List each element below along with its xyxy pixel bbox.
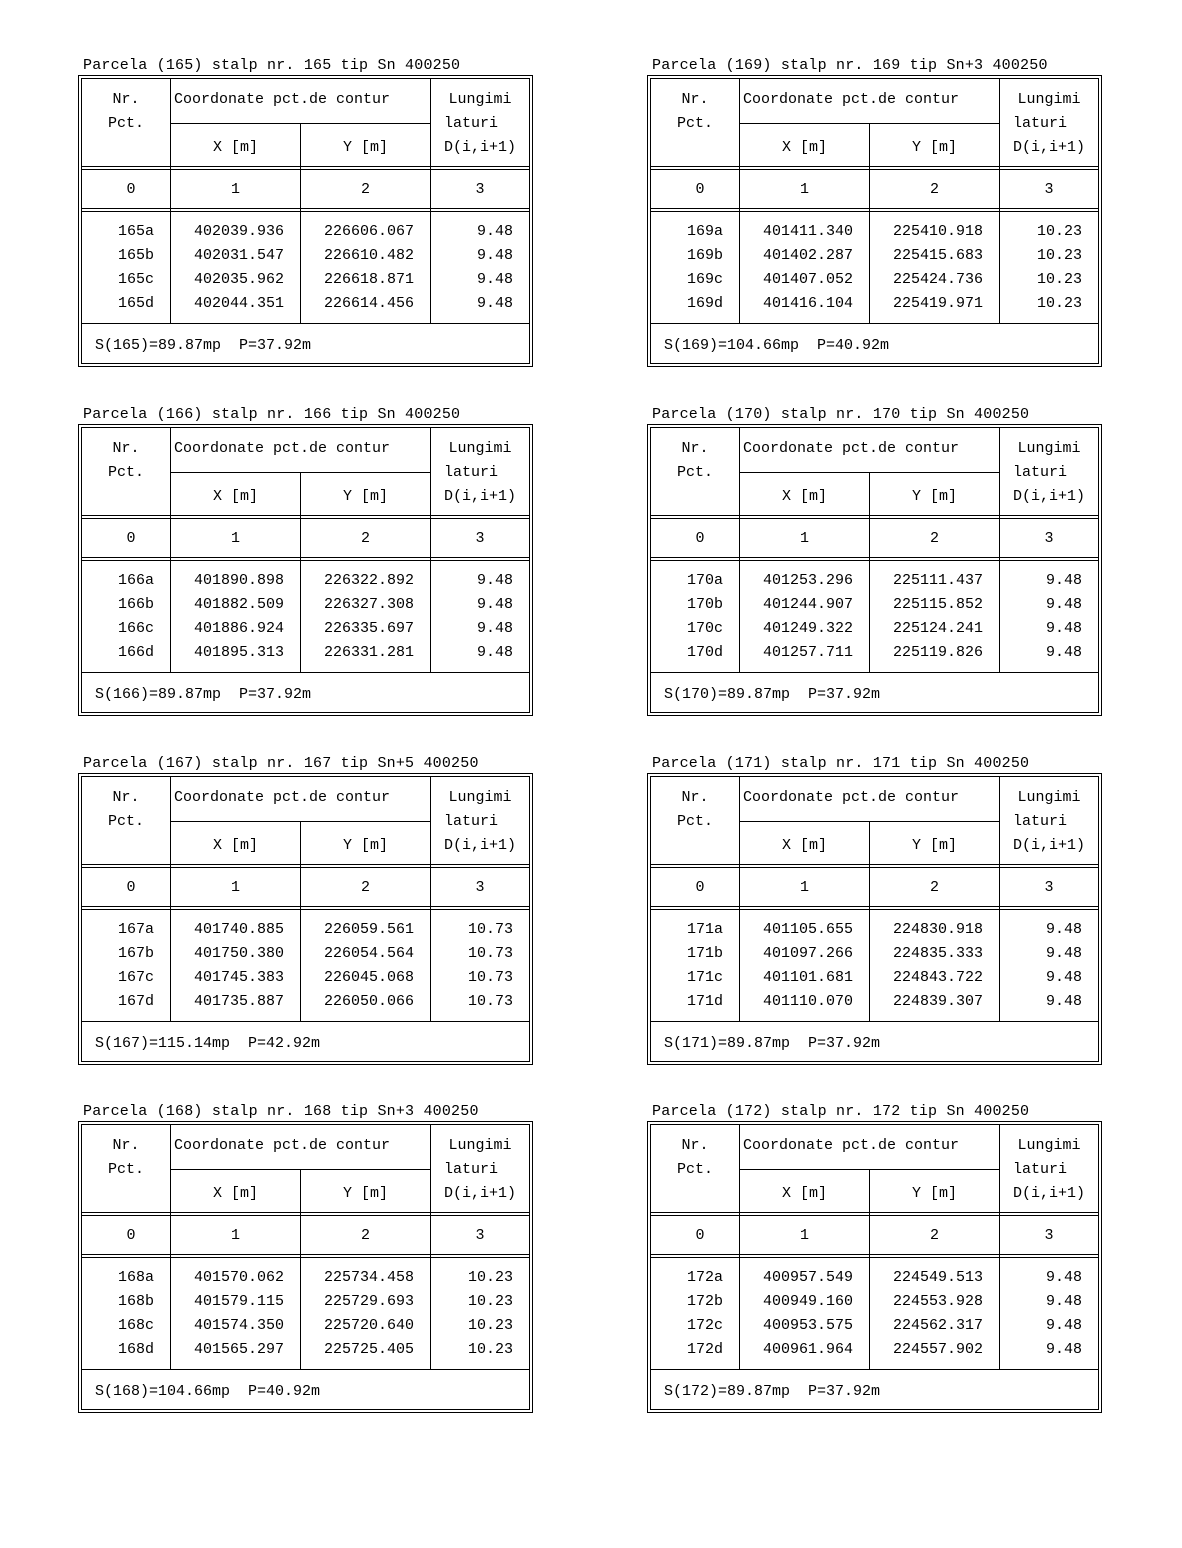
header-y: Y [m] [911, 837, 957, 854]
index-col-3: 3 [1044, 1227, 1054, 1244]
parcel-title: Parcela (168) stalp nr. 168 tip Sn+3 400250 [83, 1103, 479, 1120]
header-nr: Nr. [681, 440, 709, 457]
header-d: D(i,i+1) [1013, 139, 1086, 156]
parcel-summary: S(167)=115.14mp P=42.92m [95, 1035, 321, 1052]
header-laturi: laturi [444, 1161, 499, 1178]
header-d: D(i,i+1) [444, 488, 517, 505]
index-col-0: 0 [126, 1227, 136, 1244]
header-nr: Nr. [681, 1137, 709, 1154]
cell-x: 400961.964 [762, 1341, 853, 1358]
cell-d: 9.48 [476, 620, 513, 637]
header-coordonate: Coordonate pct.de contur [174, 789, 391, 806]
cell-d: 9.48 [1045, 1317, 1082, 1334]
header-pct: Pct. [107, 464, 144, 481]
cell-y: 225424.736 [892, 271, 983, 288]
cell-y: 226322.892 [323, 572, 414, 589]
cell-d: 10.23 [467, 1317, 513, 1334]
index-col-0: 0 [695, 879, 705, 896]
cell-x: 401895.313 [193, 644, 284, 661]
cell-d: 9.48 [476, 295, 513, 312]
cell-x: 401570.062 [193, 1269, 284, 1286]
header-y: Y [m] [342, 488, 388, 505]
header-pct: Pct. [676, 464, 713, 481]
index-col-0: 0 [695, 530, 705, 547]
table-frame [78, 424, 533, 716]
index-col-2: 2 [929, 530, 939, 547]
cell-d: 9.48 [1045, 572, 1082, 589]
index-col-1: 1 [799, 530, 809, 547]
index-col-3: 3 [1044, 879, 1054, 896]
index-col-0: 0 [695, 1227, 705, 1244]
index-col-1: 1 [799, 1227, 809, 1244]
cell-x: 400949.160 [762, 1293, 853, 1310]
cell-point: 172d [686, 1341, 723, 1358]
cell-x: 401407.052 [762, 271, 853, 288]
cell-point: 165d [117, 295, 154, 312]
cell-x: 401253.296 [762, 572, 853, 589]
header-pct: Pct. [107, 1161, 144, 1178]
header-x: X [m] [212, 488, 258, 505]
cell-point: 172c [686, 1317, 723, 1334]
cell-d: 10.73 [467, 921, 513, 938]
header-nr: Nr. [112, 1137, 140, 1154]
header-pct: Pct. [107, 813, 144, 830]
cell-d: 10.23 [1036, 247, 1082, 264]
cell-y: 224562.317 [892, 1317, 983, 1334]
index-col-0: 0 [126, 530, 136, 547]
header-nr: Nr. [112, 789, 140, 806]
index-col-3: 3 [475, 530, 485, 547]
header-laturi: laturi [1013, 813, 1068, 830]
cell-point: 169d [686, 295, 723, 312]
header-coordonate: Coordonate pct.de contur [743, 440, 960, 457]
header-d: D(i,i+1) [444, 1185, 517, 1202]
cell-y: 225115.852 [892, 596, 983, 613]
cell-point: 170c [686, 620, 723, 637]
parcel-title: Parcela (169) stalp nr. 169 tip Sn+3 400250 [652, 57, 1048, 74]
cell-x: 401574.350 [193, 1317, 284, 1334]
cell-y: 226050.066 [323, 993, 414, 1010]
cell-point: 170a [686, 572, 723, 589]
index-col-1: 1 [230, 181, 240, 198]
cell-point: 165b [117, 247, 154, 264]
header-nr: Nr. [681, 789, 709, 806]
cell-point: 168a [117, 1269, 154, 1286]
cell-point: 169a [686, 223, 723, 240]
header-lungimi: Lungimi [1017, 440, 1081, 457]
cell-y: 225734.458 [323, 1269, 414, 1286]
cell-point: 171c [686, 969, 723, 986]
cell-point: 166c [117, 620, 154, 637]
cell-d: 10.73 [467, 945, 513, 962]
cell-point: 168b [117, 1293, 154, 1310]
cell-y: 224843.722 [892, 969, 983, 986]
cell-x: 401097.266 [762, 945, 853, 962]
cell-d: 9.48 [1045, 1341, 1082, 1358]
cell-x: 401740.885 [193, 921, 284, 938]
parcel-title: Parcela (167) stalp nr. 167 tip Sn+5 400250 [83, 755, 479, 772]
table-frame [647, 424, 1102, 716]
table-frame [78, 1121, 533, 1413]
index-col-1: 1 [230, 530, 240, 547]
header-laturi: laturi [444, 464, 499, 481]
cell-point: 167d [117, 993, 154, 1010]
cell-point: 166d [117, 644, 154, 661]
header-x: X [m] [781, 488, 827, 505]
index-col-2: 2 [929, 1227, 939, 1244]
index-col-0: 0 [126, 181, 136, 198]
cell-d: 10.23 [1036, 295, 1082, 312]
cell-y: 225124.241 [892, 620, 983, 637]
header-coordonate: Coordonate pct.de contur [743, 789, 960, 806]
cell-d: 9.48 [1045, 993, 1082, 1010]
cell-y: 226327.308 [323, 596, 414, 613]
table-frame [647, 1121, 1102, 1413]
header-coordonate: Coordonate pct.de contur [743, 1137, 960, 1154]
cell-x: 401257.711 [762, 644, 853, 661]
cell-y: 224839.307 [892, 993, 983, 1010]
index-col-1: 1 [799, 181, 809, 198]
parcel-title: Parcela (172) stalp nr. 172 tip Sn 400250 [652, 1103, 1030, 1120]
cell-d: 9.48 [1045, 1293, 1082, 1310]
cell-x: 400957.549 [762, 1269, 853, 1286]
parcel-summary: S(168)=104.66mp P=40.92m [95, 1383, 321, 1400]
parcel-summary: S(169)=104.66mp P=40.92m [664, 337, 890, 354]
cell-y: 226059.561 [323, 921, 414, 938]
cell-x: 401565.297 [193, 1341, 284, 1358]
parcel-summary: S(166)=89.87mp P=37.92m [95, 686, 312, 703]
cell-y: 225119.826 [892, 644, 983, 661]
cell-y: 224557.902 [892, 1341, 983, 1358]
index-col-2: 2 [929, 181, 939, 198]
header-y: Y [m] [342, 139, 388, 156]
cell-point: 169c [686, 271, 723, 288]
cell-point: 168d [117, 1341, 154, 1358]
index-col-3: 3 [475, 181, 485, 198]
index-col-3: 3 [1044, 181, 1054, 198]
cell-y: 226054.564 [323, 945, 414, 962]
header-nr: Nr. [112, 91, 140, 108]
header-laturi: laturi [1013, 1161, 1068, 1178]
index-col-3: 3 [475, 879, 485, 896]
parcel-title: Parcela (170) stalp nr. 170 tip Sn 400250 [652, 406, 1030, 423]
header-lungimi: Lungimi [448, 440, 512, 457]
cell-point: 169b [686, 247, 723, 264]
header-d: D(i,i+1) [444, 837, 517, 854]
cell-y: 226606.067 [323, 223, 414, 240]
header-lungimi: Lungimi [1017, 1137, 1081, 1154]
cell-y: 225729.693 [323, 1293, 414, 1310]
cell-y: 226335.697 [323, 620, 414, 637]
cell-d: 9.48 [1045, 596, 1082, 613]
cell-point: 171b [686, 945, 723, 962]
index-col-1: 1 [230, 1227, 240, 1244]
cell-point: 171a [686, 921, 723, 938]
cell-y: 225415.683 [892, 247, 983, 264]
header-nr: Nr. [681, 91, 709, 108]
cell-d: 10.23 [1036, 223, 1082, 240]
header-x: X [m] [212, 837, 258, 854]
header-laturi: laturi [444, 813, 499, 830]
header-x: X [m] [212, 1185, 258, 1202]
cell-d: 9.48 [476, 572, 513, 589]
cell-y: 226614.456 [323, 295, 414, 312]
cell-point: 172b [686, 1293, 723, 1310]
table-frame [647, 773, 1102, 1065]
cell-x: 402044.351 [193, 295, 284, 312]
cell-x: 400953.575 [762, 1317, 853, 1334]
cell-x: 402035.962 [193, 271, 284, 288]
header-pct: Pct. [676, 1161, 713, 1178]
cell-d: 10.23 [467, 1341, 513, 1358]
cell-x: 401735.887 [193, 993, 284, 1010]
header-y: Y [m] [342, 837, 388, 854]
cell-point: 166a [117, 572, 154, 589]
header-x: X [m] [781, 837, 827, 854]
index-col-2: 2 [360, 1227, 370, 1244]
header-d: D(i,i+1) [1013, 488, 1086, 505]
cell-y: 225410.918 [892, 223, 983, 240]
index-col-1: 1 [230, 879, 240, 896]
cell-d: 10.23 [1036, 271, 1082, 288]
header-d: D(i,i+1) [1013, 837, 1086, 854]
cell-x: 402031.547 [193, 247, 284, 264]
cell-d: 9.48 [1045, 620, 1082, 637]
cell-x: 401416.104 [762, 295, 853, 312]
header-d: D(i,i+1) [1013, 1185, 1086, 1202]
cell-x: 401402.287 [762, 247, 853, 264]
cell-y: 225720.640 [323, 1317, 414, 1334]
cell-x: 401110.070 [762, 993, 853, 1010]
cell-d: 9.48 [1045, 1269, 1082, 1286]
header-lungimi: Lungimi [448, 1137, 512, 1154]
header-y: Y [m] [911, 1185, 957, 1202]
cell-y: 226610.482 [323, 247, 414, 264]
header-coordonate: Coordonate pct.de contur [174, 91, 391, 108]
cell-y: 225111.437 [892, 572, 983, 589]
index-col-2: 2 [929, 879, 939, 896]
cell-point: 171d [686, 993, 723, 1010]
cell-x: 401886.924 [193, 620, 284, 637]
cell-x: 401882.509 [193, 596, 284, 613]
parcel-summary: S(170)=89.87mp P=37.92m [664, 686, 881, 703]
header-laturi: laturi [1013, 115, 1068, 132]
cell-d: 10.73 [467, 969, 513, 986]
parcel-summary: S(171)=89.87mp P=37.92m [664, 1035, 881, 1052]
cell-point: 168c [117, 1317, 154, 1334]
header-lungimi: Lungimi [448, 91, 512, 108]
index-col-2: 2 [360, 879, 370, 896]
cell-point: 170d [686, 644, 723, 661]
cell-y: 225725.405 [323, 1341, 414, 1358]
parcel-summary: S(172)=89.87mp P=37.92m [664, 1383, 881, 1400]
cell-y: 226618.871 [323, 271, 414, 288]
cell-x: 401101.681 [762, 969, 853, 986]
cell-point: 167c [117, 969, 154, 986]
cell-x: 401411.340 [762, 223, 853, 240]
header-lungimi: Lungimi [1017, 789, 1081, 806]
cell-d: 10.23 [467, 1293, 513, 1310]
header-d: D(i,i+1) [444, 139, 517, 156]
cell-d: 9.48 [1045, 945, 1082, 962]
header-laturi: laturi [1013, 464, 1068, 481]
table-frame [78, 773, 533, 1065]
header-coordonate: Coordonate pct.de contur [743, 91, 960, 108]
header-lungimi: Lungimi [448, 789, 512, 806]
header-y: Y [m] [911, 139, 957, 156]
header-y: Y [m] [911, 488, 957, 505]
header-nr: Nr. [112, 440, 140, 457]
cell-x: 402039.936 [193, 223, 284, 240]
cell-d: 9.48 [1045, 921, 1082, 938]
parcel-title: Parcela (165) stalp nr. 165 tip Sn 400250 [83, 57, 461, 74]
cell-x: 401249.322 [762, 620, 853, 637]
cell-point: 167a [117, 921, 154, 938]
cell-d: 9.48 [476, 247, 513, 264]
header-pct: Pct. [676, 115, 713, 132]
cell-d: 9.48 [476, 271, 513, 288]
header-x: X [m] [781, 139, 827, 156]
cell-point: 167b [117, 945, 154, 962]
cell-d: 10.73 [467, 993, 513, 1010]
cell-point: 166b [117, 596, 154, 613]
index-col-3: 3 [475, 1227, 485, 1244]
cell-d: 9.48 [476, 596, 513, 613]
cell-x: 401890.898 [193, 572, 284, 589]
parcel-summary: S(165)=89.87mp P=37.92m [95, 337, 312, 354]
cell-x: 401750.380 [193, 945, 284, 962]
index-col-2: 2 [360, 181, 370, 198]
cell-y: 224549.513 [892, 1269, 983, 1286]
parcel-title: Parcela (171) stalp nr. 171 tip Sn 400250 [652, 755, 1030, 772]
header-y: Y [m] [342, 1185, 388, 1202]
index-col-1: 1 [799, 879, 809, 896]
cell-point: 165c [117, 271, 154, 288]
header-pct: Pct. [676, 813, 713, 830]
parcel-title: Parcela (166) stalp nr. 166 tip Sn 400250 [83, 406, 461, 423]
index-col-2: 2 [360, 530, 370, 547]
cell-x: 401244.907 [762, 596, 853, 613]
cell-point: 170b [686, 596, 723, 613]
index-col-0: 0 [126, 879, 136, 896]
cell-y: 226331.281 [323, 644, 414, 661]
table-frame [647, 75, 1102, 367]
header-x: X [m] [212, 139, 258, 156]
index-col-0: 0 [695, 181, 705, 198]
header-coordonate: Coordonate pct.de contur [174, 440, 391, 457]
header-lungimi: Lungimi [1017, 91, 1081, 108]
cell-point: 165a [117, 223, 154, 240]
header-pct: Pct. [107, 115, 144, 132]
header-laturi: laturi [444, 115, 499, 132]
cell-y: 225419.971 [892, 295, 983, 312]
cell-x: 401105.655 [762, 921, 853, 938]
cell-y: 224553.928 [892, 1293, 983, 1310]
index-col-3: 3 [1044, 530, 1054, 547]
cell-x: 401745.383 [193, 969, 284, 986]
cell-y: 224830.918 [892, 921, 983, 938]
header-x: X [m] [781, 1185, 827, 1202]
cell-y: 226045.068 [323, 969, 414, 986]
cell-d: 9.48 [1045, 644, 1082, 661]
cell-y: 224835.333 [892, 945, 983, 962]
cell-point: 172a [686, 1269, 723, 1286]
cell-d: 9.48 [1045, 969, 1082, 986]
cell-d: 10.23 [467, 1269, 513, 1286]
header-coordonate: Coordonate pct.de contur [174, 1137, 391, 1154]
cell-x: 401579.115 [193, 1293, 284, 1310]
cell-d: 9.48 [476, 223, 513, 240]
table-frame [78, 75, 533, 367]
cell-d: 9.48 [476, 644, 513, 661]
